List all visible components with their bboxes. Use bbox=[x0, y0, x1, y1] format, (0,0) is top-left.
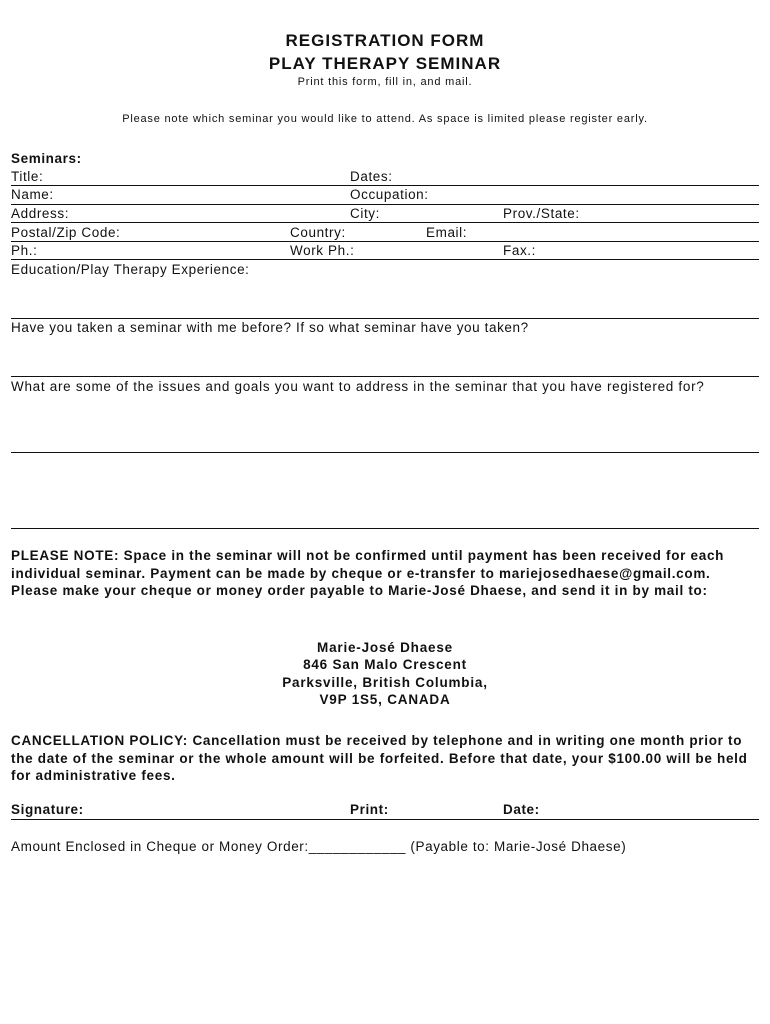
address-field-line[interactable] bbox=[11, 222, 759, 223]
name-field-line[interactable] bbox=[11, 204, 759, 205]
occupation-label: Occupation: bbox=[350, 187, 429, 202]
postal-field-line[interactable] bbox=[11, 241, 759, 242]
payment-note: PLEASE NOTE: Space in the seminar will not be confirmed until payment has been received for each individual seminar. Payment can be made by cheque or e-transfer to mariejosedhaese@gmail.com. Please make your cheque or money order payable to Marie-José Dhaese, and send it in by mail to: bbox=[11, 548, 725, 598]
date-label: Date: bbox=[503, 802, 540, 817]
cancellation-policy: CANCELLATION POLICY: Cancellation must be received by telephone and in writing one month prior to the date of the seminar or the whole amount will be forfeited. Before that date, your $100.00 will be held for administrative fees. bbox=[11, 733, 748, 783]
fax-label: Fax.: bbox=[503, 243, 537, 258]
address-label: Address: bbox=[11, 206, 70, 221]
prov-label: Prov./State: bbox=[503, 206, 580, 221]
address-street: 846 San Malo Crescent bbox=[303, 657, 467, 672]
address-city: Parksville, British Columbia, bbox=[282, 675, 488, 690]
print-label: Print: bbox=[350, 802, 389, 817]
signature-line[interactable] bbox=[11, 819, 759, 820]
signature-label: Signature: bbox=[11, 802, 84, 817]
amount-enclosed: Amount Enclosed in Cheque or Money Order:____________ (Payable to: Marie-José Dhaese) bbox=[11, 839, 627, 854]
city-label: City: bbox=[350, 206, 380, 221]
country-label: Country: bbox=[290, 225, 346, 240]
phone-field-line[interactable] bbox=[11, 259, 759, 260]
title-field-line[interactable] bbox=[11, 185, 759, 186]
dates-label: Dates: bbox=[350, 169, 393, 184]
form-title: REGISTRATION FORM bbox=[285, 31, 485, 50]
previous-seminar-answer-line[interactable] bbox=[11, 376, 759, 377]
question-issues-goals: What are some of the issues and goals you want to address in the seminar that you have registered for? bbox=[11, 379, 705, 394]
email-label: Email: bbox=[426, 225, 468, 240]
education-answer-line[interactable] bbox=[11, 318, 759, 319]
education-label: Education/Play Therapy Experience: bbox=[11, 262, 250, 277]
attendance-note: Please note which seminar you would like to attend. As space is limited please register early. bbox=[122, 113, 648, 125]
question-previous-seminar: Have you taken a seminar with me before? If so what seminar have you taken? bbox=[11, 320, 529, 335]
issues-answer-line-2[interactable] bbox=[11, 528, 759, 529]
print-instruction: Print this form, fill in, and mail. bbox=[297, 76, 473, 88]
name-label: Name: bbox=[11, 187, 54, 202]
work-phone-label: Work Ph.: bbox=[290, 243, 355, 258]
address-name: Marie-José Dhaese bbox=[317, 640, 453, 655]
phone-label: Ph.: bbox=[11, 243, 38, 258]
address-postal: V9P 1S5, CANADA bbox=[319, 692, 451, 707]
form-subtitle: PLAY THERAPY SEMINAR bbox=[268, 54, 502, 73]
postal-label: Postal/Zip Code: bbox=[11, 225, 121, 240]
title-label: Title: bbox=[11, 169, 44, 184]
seminars-label: Seminars: bbox=[11, 151, 82, 166]
issues-answer-line-1[interactable] bbox=[11, 452, 759, 453]
